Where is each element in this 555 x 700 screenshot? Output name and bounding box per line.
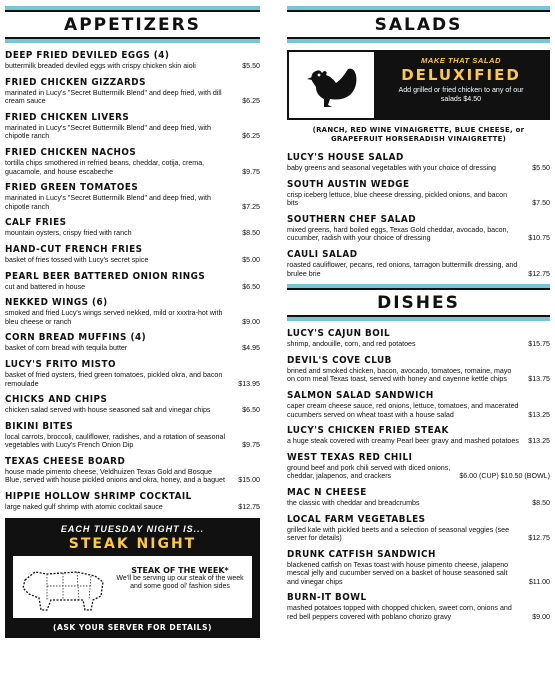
menu-item-row [5,406,260,415]
hen-logo [289,52,374,118]
menu-item [5,271,260,292]
menu-item [287,452,550,481]
menu-item-row [287,499,550,508]
menu-item [5,147,260,176]
steak-night-title: STEAK NIGHT [68,535,197,552]
menu-item-row [5,256,260,265]
menu-item [287,487,550,508]
dishes-list [287,328,550,622]
menu-item-price: $5.50 [242,62,260,70]
menu-item-row [287,437,550,446]
steak-night-footer: (ASK YOUR SERVER FOR DETAILS) [53,622,212,632]
menu-item-price: $9.75 [242,441,260,450]
menu-item-name: BURN-IT BOWL [287,592,367,604]
menu-item [5,112,260,141]
menu-item-description: the classic with cheddar and breadcrumbs [287,498,420,507]
menu-item [287,355,550,384]
menu-item-description: mixed greens, hard boiled eggs, Texas Gold cheddar, avocado, bacon, cucumber, radish with your choice of dressing [287,225,509,243]
menu-item-row [287,402,550,419]
menu-item-row [5,89,260,106]
menu-item-price: $12.75 [528,269,550,278]
menu-item-price: $6.25 [242,132,260,141]
menu-item [5,217,260,238]
dressing-options: (RANCH, RED WINE VINAIGRETTE, BLUE CHEESE, or GRAPEFRUIT HORSERADISH VINAIGRETTE) [312,126,525,143]
salads-title: SALADS [287,10,550,39]
menu-item [287,425,550,446]
menu-item-name: CHICKS AND CHIPS [5,394,108,406]
menu-item [287,328,550,349]
menu-item-row [287,226,550,243]
menu-item [5,332,260,353]
appetizers-title: APPETIZERS [5,10,260,39]
menu-item-price: $4.95 [242,344,260,353]
menu-item-row [5,433,260,450]
menu-item-name: HAND-CUT FRENCH FRIES [5,243,143,255]
deluxified-title: DELUXIFIED [401,66,521,84]
menu-item-row [5,309,260,326]
menu-item-row [5,124,260,141]
menu-item [5,244,260,265]
menu-item-name: DEVIL'S COVE CLUB [287,354,392,366]
menu-item-description: roasted cauliflower, pecans, red onions, tarragon buttermilk dressing, and brulee brie [287,260,518,278]
menu-item-price: $5.00 [242,255,260,264]
menu-item [5,297,260,326]
menu-item [287,249,550,278]
steak-of-week-panel [13,556,252,618]
menu-item-price: $13.95 [238,379,260,388]
menu-item [287,514,550,543]
menu-item-description: mashed potatoes topped with chopped chicken, sweet corn, onions and red bell peppers covered with poblano chorizo gravy [287,604,512,622]
menu-item-name: NEKKED WINGS (6) [5,297,108,309]
menu-item-name: SOUTHERN CHEF SALAD [287,213,417,225]
menu-item-name: LUCY'S FRITO MISTO [5,358,116,370]
menu-item-price: $13.25 [528,437,550,446]
menu-item-description: mountain oysters, crispy fried with ranch [5,229,132,238]
menu-item-description: crisp iceberg lettuce, blue cheese dressing, pickled onions, and bacon bits [287,190,508,208]
menu-item-price: $6.50 [242,282,260,291]
menu-item-name: DEEP FRIED DEVILED EGGS (4) [5,50,170,61]
menu-item-description: chicken salad served with house seasoned salt and vinegar chips [5,406,211,415]
menu-item-row [287,191,550,208]
menu-item [287,179,550,208]
header-accent-bar [5,39,260,43]
menu-item-row [5,371,260,388]
menu-item-price: $6.25 [242,97,260,106]
menu-item-price: $12.75 [238,503,260,512]
chicken-icon [302,59,362,111]
menu-item-description: caper cream cheese sauce, red onions, lettuce, tomatoes, and macerated cucumbers served on wheat toast with a house salad [287,401,519,419]
salads-list [287,152,550,278]
right-column [287,0,550,628]
menu-item [5,456,260,485]
deluxified-kicker: MAKE THAT SALAD [421,56,501,65]
menu-item-row [287,261,550,278]
menu-item [287,214,550,243]
menu-item [287,592,550,621]
menu-item-name: SALMON SALAD SANDWICH [287,389,434,401]
menu-item-price: $15.75 [528,340,550,349]
menu-item-name: SOUTH AUSTIN WEDGE [287,178,410,190]
menu-item-name: DRUNK CATFISH SANDWICH [287,548,436,560]
deluxified-promo [287,50,550,120]
menu-item-price: $7.25 [242,202,260,211]
menu-item-description: blackened catfish on Texas toast with house pimento cheese, jalapeno mescal jelly and cucumber served on a basket of house seasoned salt and vinegar chips [287,560,509,586]
menu-item-price: $12.75 [528,534,550,543]
steak-night-box [5,518,260,638]
menu-item-row [287,604,550,621]
appetizers-header [5,6,260,43]
menu-item-description: house made pimento cheese, Veldhuizen Texas Gold and Bosque Blue, served with house pickled onions and okra, honey, and a baguet [5,467,225,485]
dishes-header [287,284,550,321]
beef-cuts-cow-icon [17,560,112,614]
menu-item [5,182,260,211]
menu-item-description: brined and smoked chicken, bacon, avocado, tomatoes, romaine, mayo on corn meal Texas toast, served with honey and cayenne kettle chips [287,366,512,384]
menu-item-description: tortilla chips smothered in refried beans, cheddar, cotija, crema, guacamole, and house escabeche [5,158,205,176]
menu-item-description: large naked gulf shrimp with atomic cocktail sauce [5,503,163,512]
menu-item-description: a huge steak covered with creamy Pearl beer gravy and mashed potatoes [287,437,519,446]
menu-item [287,549,550,587]
menu-item [5,77,260,106]
menu-item-price: $11.00 [528,577,550,586]
menu-item [5,491,260,512]
salads-header [287,6,550,43]
menu-item-row [5,468,260,485]
menu-item-name: LUCY'S CAJUN BOIL [287,328,391,340]
menu-item-name: CALF FRIES [5,217,67,229]
menu-item-row [287,367,550,384]
menu-item-name: FRIED CHICKEN NACHOS [5,146,137,158]
menu-item-name: LUCY'S CHICKEN FRIED STEAK [287,425,449,437]
menu-item-description: basket of fried oysters, fried green tomatoes, pickled okra, and bacon remoulade [5,370,223,388]
menu-item-price: $6.00 (CUP) $10.50 (BOWL) [459,472,550,481]
menu-item-row [287,340,550,349]
header-accent-bar [287,39,550,43]
deluxified-panel [374,52,548,118]
menu-item-price: $8.50 [532,498,550,507]
menu-item-description: local carrots, broccoli, cauliflower, radishes, and a rotation of seasonal vegetables with Lucy's French Onion Dip [5,432,226,450]
menu-item-price: $9.00 [242,317,260,326]
menu-item-name: HIPPIE HOLLOW SHRIMP COCKTAIL [5,491,192,503]
menu-item-name: TEXAS CHEESE BOARD [5,455,126,467]
menu-item-price: $9.00 [532,613,550,622]
menu-item-name: FRIED CHICKEN LIVERS [5,111,130,123]
menu-item-price: $6.50 [242,406,260,415]
menu-item [5,50,260,71]
steak-night-intro: EACH TUESDAY NIGHT IS... [60,523,205,534]
menu-item-row [287,526,550,543]
menu-item-description: basket of fries tossed with Lucy's secret spice [5,255,149,264]
menu-item-price: $13.25 [528,410,550,419]
menu-item [5,359,260,388]
menu-item-price: $7.50 [532,199,550,208]
menu-item-description: shrimp, andouille, corn, and red potatoes [287,340,416,349]
menu-item [5,421,260,450]
menu-item-description: marinated in Lucy's "Secret Buttermilk Blend" and deep fried, with dill cream sauce [5,88,222,106]
menu-item-price: $15.00 [238,476,260,485]
menu-item-description: marinated in Lucy's "Secret Buttermilk Blend" and deep fried, with chipotle ranch [5,194,211,211]
menu-item-price: $9.75 [242,167,260,176]
menu-item [287,390,550,419]
menu-item-description: basket of corn bread with tequila butter [5,344,128,353]
menu-item-price: $10.75 [528,234,550,243]
menu-item-price: $8.50 [242,229,260,238]
menu-item-row [5,229,260,238]
menu-item-description: ground beef and pork chili served with diced onions, cheddar, jalapenos, and crackers [287,463,451,481]
menu-item-row [5,62,260,71]
dishes-title: DISHES [287,288,550,317]
header-accent-bar [287,317,550,321]
menu-item-name: LUCY'S HOUSE SALAD [287,152,404,163]
menu-item-description: baby greens and seasonal vegetables with your choice of dressing [287,164,497,172]
menu-item-description: smoked and fried Lucy's wings served nekked, mild or xxxtra-hot with bleu cheese or ranch [5,309,223,326]
steak-of-week-text [112,560,248,614]
menu-item-row [5,194,260,211]
menu-item-price: $13.75 [528,375,550,384]
steak-of-week-title: STEAK OF THE WEEK* [131,565,229,575]
menu-item-name: MAC N CHEESE [287,486,367,498]
menu-item-name: LOCAL FARM VEGETABLES [287,513,426,525]
menu-item-description: marinated in Lucy's "Secret Buttermilk Blend" and deep fried, with chipotle ranch [5,123,211,141]
menu-item-row [5,283,260,292]
left-column [5,0,260,638]
menu-item-name: FRIED GREEN TOMATOES [5,182,139,194]
menu-item-row [5,159,260,176]
steak-of-week-body: We'll be serving up our steak of the week and some good ol' fashion sides [116,574,244,591]
menu-item-name: FRIED CHICKEN GIZZARDS [5,76,146,88]
menu-item [5,394,260,415]
deluxified-subtext: Add grilled or fried chicken to any of our salads $4.50 [398,86,524,103]
menu-item-price: $5.50 [532,164,550,172]
menu-item-description: buttermilk breaded deviled eggs with crispy chicken skin aioli [5,62,196,70]
menu-item-description: cut and battered in house [5,282,86,291]
menu-item-description: grilled kale with pickled beets and a selection of seasonal veggies (see server for details) [287,525,510,543]
menu-item-name: PEARL BEER BATTERED ONION RINGS [5,270,206,282]
appetizers-list [5,50,260,512]
menu-item-row [5,344,260,353]
menu-item [287,152,550,173]
menu-item-row [287,561,550,587]
menu-item-name: CORN BREAD MUFFINS (4) [5,332,147,344]
menu-item-name: BIKINI BITES [5,420,74,432]
menu-item-name: WEST TEXAS RED CHILI [287,451,413,463]
menu-item-row [287,164,550,173]
menu-item-row [287,464,550,481]
menu-item-row [5,503,260,512]
menu-item-name: CAULI SALAD [287,248,358,260]
